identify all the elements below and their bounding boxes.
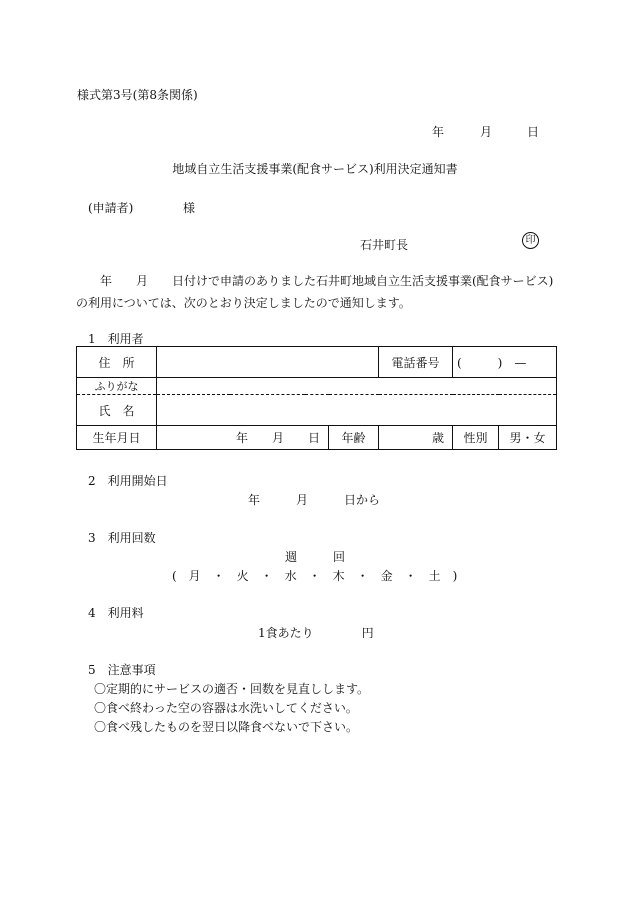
body-text-line-2: の利用については、次のとおり決定しましたので通知します。 [76, 296, 411, 310]
frequency-field[interactable]: 週 回 [285, 550, 346, 564]
section-3-heading: 3 利用回数 [88, 531, 156, 545]
name-field[interactable] [157, 395, 557, 426]
fee-field[interactable]: 1食あたり 円 [258, 626, 374, 640]
gender-options[interactable]: 男・女 [499, 426, 557, 450]
birth-field[interactable]: 年 月 日 [157, 426, 329, 450]
notes-list [94, 680, 369, 737]
age-label: 年齢 [329, 426, 379, 450]
start-date-field[interactable]: 年 月 日から [248, 493, 381, 507]
note-item: 〇定期的にサービスの適否・回数を見直しします。 [94, 682, 370, 696]
phone-label: 電話番号 [379, 347, 453, 378]
name-row [77, 395, 557, 426]
seal-mark: 印 [522, 232, 539, 249]
date-year: 年 [432, 125, 445, 139]
applicant-honorific: 様 [183, 201, 196, 215]
note-item: 〇食べ終わった空の容器は水洗いしてください。 [94, 701, 358, 715]
body-text-line-1: 年 月 日付けで申請のありました石井町地域自立生活支援事業(配食サービス) [100, 274, 554, 288]
applicant-label: (申請者) [88, 201, 134, 215]
name-label: 氏 名 [77, 395, 157, 426]
date-day: 日 [527, 125, 540, 139]
section-5-heading: 5 注意事項 [88, 663, 156, 677]
issuer-name: 石井町長 [360, 238, 409, 252]
weekday-selection[interactable]: ( 月 ・ 火 ・ 水 ・ 木 ・ 金 ・ 土 ) [172, 569, 458, 583]
age-field[interactable]: 歳 [379, 426, 453, 450]
document-title: 地域自立生活支援事業(配食サービス)利用決定通知書 [172, 162, 458, 176]
user-info-table [76, 346, 557, 450]
form-number: 様式第3号(第8条関係) [77, 88, 198, 102]
address-row [77, 347, 557, 378]
birth-row [77, 426, 557, 450]
section-2-heading: 2 利用開始日 [88, 474, 168, 488]
furigana-label: ふりがな [77, 378, 157, 395]
address-field[interactable] [157, 347, 379, 378]
note-item: 〇食べ残したものを翌日以降食べないで下さい。 [94, 720, 359, 734]
furigana-field[interactable] [157, 378, 557, 395]
section-1-heading: 1 利用者 [88, 332, 144, 346]
section-4-heading: 4 利用料 [88, 606, 144, 620]
gender-label: 性別 [453, 426, 499, 450]
address-label: 住 所 [77, 347, 157, 378]
date-month: 月 [480, 125, 493, 139]
birth-label: 生年月日 [77, 426, 157, 450]
phone-field[interactable]: ( ) — [453, 347, 557, 378]
furigana-row [77, 378, 557, 395]
